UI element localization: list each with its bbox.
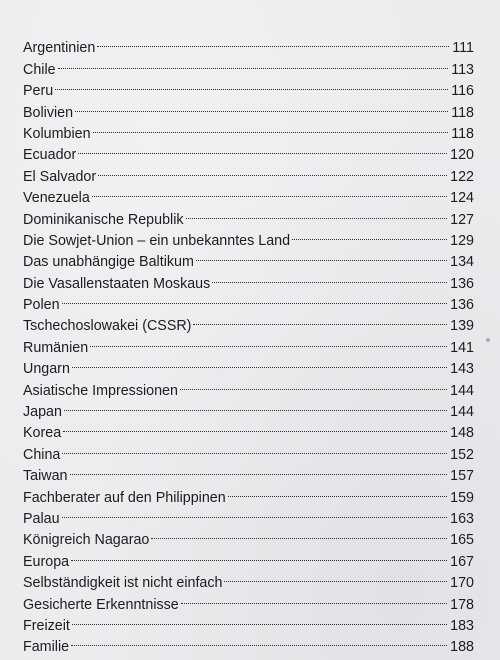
toc-entry-page-number: 139 <box>450 318 474 335</box>
toc-entry <box>23 31 474 57</box>
toc-entry <box>23 288 474 314</box>
toc-entry-page-number: 144 <box>450 404 474 421</box>
toc-entry <box>23 52 474 78</box>
toc-entry <box>23 523 474 549</box>
dot-leader <box>212 266 447 287</box>
toc-entry-page-number: 111 <box>452 40 474 57</box>
toc-entry-page-number: 148 <box>450 425 474 442</box>
toc-entry-title: Asiatische Impressionen <box>23 382 178 399</box>
dot-leader <box>90 330 447 351</box>
toc-entry-title: China <box>23 446 61 463</box>
toc-entry-title: Die Vasallenstaaten Moskaus <box>23 275 211 292</box>
toc-entry-page-number: 178 <box>450 596 474 613</box>
toc-entry-title: Kolumbien <box>23 125 91 142</box>
toc-entry-page-number: 136 <box>450 297 474 314</box>
toc-entry <box>23 480 474 506</box>
toc-entry <box>23 159 474 185</box>
toc-entry-page-number: 188 <box>450 639 474 656</box>
dot-leader <box>62 502 448 523</box>
dot-leader <box>97 31 449 52</box>
dot-leader <box>92 181 447 202</box>
dot-leader <box>228 480 447 501</box>
toc-entry-page-number: 143 <box>450 361 474 378</box>
toc-entry <box>23 395 474 421</box>
toc-entry-title: Taiwan <box>23 468 68 485</box>
toc-entry-page-number: 165 <box>450 532 474 549</box>
toc-entry-page-number: 124 <box>450 190 474 207</box>
toc-entry-page-number: 127 <box>450 211 474 228</box>
toc-entry <box>23 74 474 100</box>
toc-entry-page-number: 152 <box>450 446 474 463</box>
toc-entry-page-number: 120 <box>450 147 474 164</box>
toc-entry-title: Selbständigkeit ist nicht einfach <box>23 575 223 592</box>
toc-entry-title: Europa <box>23 553 70 570</box>
dot-leader <box>62 437 447 458</box>
dot-leader <box>75 95 448 116</box>
toc-entry <box>23 459 474 485</box>
toc-entry-page-number: 118 <box>451 104 474 121</box>
dot-leader <box>186 202 448 223</box>
table-of-contents <box>23 31 474 656</box>
toc-entry-title: Die Sowjet-Union – ein unbekanntes Land <box>23 232 291 249</box>
dot-leader <box>64 395 447 416</box>
toc-entry-page-number: 116 <box>451 83 474 100</box>
dot-leader <box>72 609 447 630</box>
dot-leader <box>93 117 449 138</box>
toc-entry <box>23 95 474 121</box>
toc-entry-title: Freizeit <box>23 617 70 634</box>
toc-entry-title: Ecuador <box>23 147 77 164</box>
dot-leader <box>224 566 447 587</box>
toc-entry-title: Rumänien <box>23 339 89 356</box>
dot-leader <box>78 138 447 159</box>
toc-entry-page-number: 170 <box>450 575 474 592</box>
toc-entry <box>23 330 474 356</box>
toc-entry-page-number: 183 <box>450 617 474 634</box>
toc-entry-page-number: 141 <box>450 339 474 356</box>
dot-leader <box>72 352 447 373</box>
paper-speck <box>486 338 490 342</box>
toc-entry <box>23 373 474 399</box>
dot-leader <box>71 544 447 565</box>
dot-leader <box>196 245 447 266</box>
dot-leader <box>71 630 447 651</box>
toc-entry-page-number: 122 <box>450 168 474 185</box>
dot-leader <box>181 587 447 608</box>
toc-entry-title: Familie <box>23 639 70 656</box>
toc-entry-title: Venezuela <box>23 190 90 207</box>
dot-leader <box>193 309 447 330</box>
dot-leader <box>58 52 449 73</box>
toc-entry-page-number: 113 <box>451 61 474 78</box>
toc-entry-page-number: 167 <box>450 553 474 570</box>
toc-entry-title: Palau <box>23 510 60 527</box>
toc-entry-title: Tschechoslowakei (CSSR) <box>23 318 192 335</box>
toc-entry <box>23 117 474 142</box>
dot-leader <box>62 288 448 309</box>
toc-entry-page-number: 163 <box>450 510 474 527</box>
toc-entry-page-number: 134 <box>450 254 474 271</box>
toc-entry <box>23 609 474 634</box>
toc-entry-page-number: 159 <box>450 489 474 506</box>
toc-entry-title: Königreich Nagarao <box>23 532 150 549</box>
dot-leader <box>151 523 447 544</box>
dot-leader <box>70 459 448 480</box>
toc-entry-page-number: 129 <box>450 232 474 249</box>
toc-entry-title: El Salvador <box>23 168 97 185</box>
dot-leader <box>180 373 447 394</box>
toc-entry-title: Polen <box>23 297 60 314</box>
dot-leader <box>98 159 447 180</box>
toc-entry-title: Korea <box>23 425 62 442</box>
toc-entry-title: Ungarn <box>23 361 70 378</box>
toc-entry-title: Peru <box>23 83 54 100</box>
toc-entry-title: Chile <box>23 61 56 78</box>
toc-entry <box>23 437 474 463</box>
toc-entry-page-number: 118 <box>451 125 474 142</box>
toc-entry <box>23 309 474 335</box>
toc-entry <box>23 544 474 570</box>
dot-leader <box>63 416 447 437</box>
toc-entry-page-number: 144 <box>450 382 474 399</box>
dot-leader <box>292 224 447 245</box>
toc-entry-title: Dominikanische Republik <box>23 211 184 228</box>
toc-entry <box>23 352 474 378</box>
toc-entry-page-number: 136 <box>450 275 474 292</box>
toc-entry-title: Japan <box>23 404 62 421</box>
toc-entry-title: Bolivien <box>23 104 74 121</box>
toc-entry <box>23 416 474 442</box>
toc-entry <box>23 502 474 527</box>
toc-entry-page-number: 157 <box>450 468 474 485</box>
toc-entry <box>23 630 474 656</box>
toc-entry <box>23 138 474 164</box>
toc-entry <box>23 566 474 592</box>
toc-entry-title: Das unabhängige Baltikum <box>23 254 194 271</box>
dot-leader <box>55 74 448 95</box>
toc-entry-title: Gesicherte Erkenntnisse <box>23 596 179 613</box>
toc-entry-title: Fachberater auf den Philippinen <box>23 489 226 506</box>
toc-entry-title: Argentinien <box>23 40 96 57</box>
